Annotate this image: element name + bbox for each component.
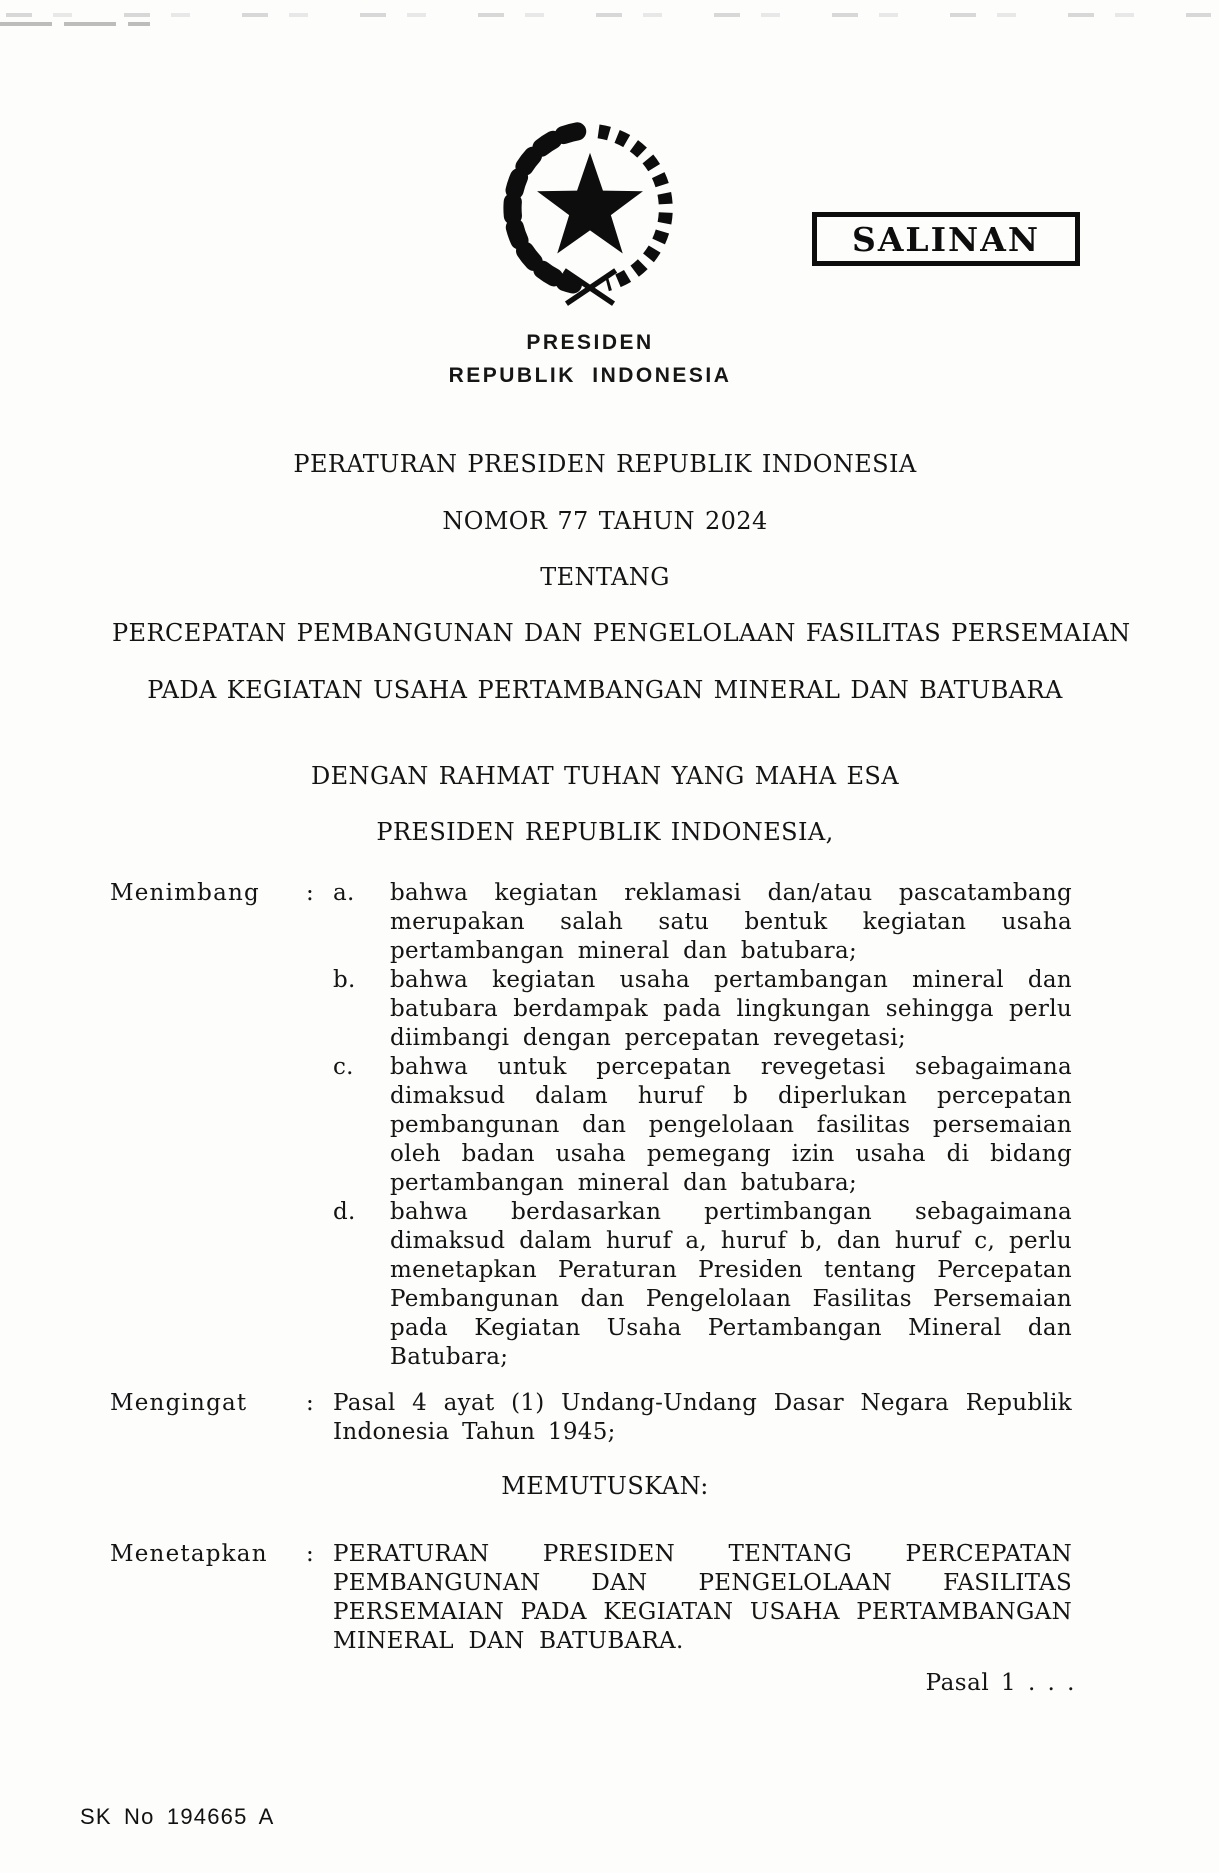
salinan-stamp: [812, 212, 1080, 266]
title-line-4: PERCEPATAN PEMBANGUNAN DAN PENGELOLAAN FASILITAS PERSEMAIAN: [112, 619, 1131, 647]
salinan-stamp-label: SALINAN: [851, 219, 1040, 259]
stipulating-text: PERATURAN PRESIDEN TENTANG PERCEPATAN PEMBANGUNAN DAN PENGELOLAAN FASILITAS PERSEMAIAN PADA KEGIATAN USAHA PERTAMBANGAN MINERAL DAN BATUBARA.: [333, 1541, 1072, 1654]
item-letter: c.: [333, 1054, 354, 1080]
considering-item-b: [333, 966, 1072, 1053]
scan-artifact-line: [6, 13, 1211, 17]
item-text: bahwa kegiatan reklamasi dan/atau pascatambang merupakan salah satu bentuk kegiatan usaha pertambangan mineral dan batubara;: [390, 880, 1072, 964]
letterhead-presiden: PRESIDEN: [526, 331, 654, 354]
item-text: bahwa kegiatan usaha pertambangan mineral dan batubara berdampak pada lingkungan sehingga perlu diimbangi dengan percepatan revegetasi;: [390, 967, 1072, 1051]
item-text: bahwa berdasarkan pertimbangan sebagaimana dimaksud dalam huruf a, huruf b, dan huruf c, perlu menetapkan Peraturan Presiden tentang Percepatan Pembangunan dan Pengelolaan Fasilitas Persemaian pada Kegiatan Usaha Pertambangan Mineral dan Batubara;: [390, 1199, 1072, 1370]
decision-heading: MEMUTUSKAN:: [501, 1472, 709, 1500]
letterhead: [390, 331, 790, 388]
sk-number: SK No 194665 A: [80, 1804, 275, 1829]
letterhead-republik-indonesia: REPUBLIK INDONESIA: [448, 364, 732, 387]
considering-label: Menimbang: [110, 880, 260, 906]
title-line-1: PERATURAN PRESIDEN REPUBLIK INDONESIA: [293, 450, 917, 478]
catchword-pasal-1: Pasal 1 . . .: [925, 1670, 1075, 1696]
stipulating-clause: [110, 1540, 1072, 1656]
stipulating-label: Menetapkan: [110, 1541, 268, 1567]
considering-items: [333, 879, 1072, 1372]
presidential-seal-icon: [478, 110, 702, 324]
item-text: bahwa untuk percepatan revegetasi sebagaimana dimaksud dalam huruf b diperlukan percepatan pembangunan dan pengelolaan fasilitas persemaian oleh badan usaha pemegang izin usaha di bidang pertambangan mineral dan batubara;: [390, 1054, 1072, 1196]
considering-item-c: [333, 1053, 1072, 1198]
title-invocation: DENGAN RAHMAT TUHAN YANG MAHA ESA: [311, 762, 899, 790]
item-letter: d.: [333, 1199, 356, 1225]
scan-artifact-line-2: [0, 22, 150, 26]
considering-clause: [110, 879, 1072, 1372]
remembering-text: Pasal 4 ayat (1) Undang-Undang Dasar Negara Republik Indonesia Tahun 1945;: [333, 1390, 1072, 1445]
title-authority: PRESIDEN REPUBLIK INDONESIA,: [376, 818, 834, 846]
considering-colon: :: [306, 880, 315, 906]
considering-item-a: [333, 879, 1072, 966]
title-line-2: NOMOR 77 TAHUN 2024: [442, 507, 768, 535]
item-letter: b.: [333, 967, 356, 993]
remembering-colon: :: [306, 1390, 315, 1416]
title-line-5: PADA KEGIATAN USAHA PERTAMBANGAN MINERAL DAN BATUBARA: [147, 676, 1063, 704]
considering-item-d: [333, 1198, 1072, 1372]
item-letter: a.: [333, 880, 355, 906]
remembering-label: Mengingat: [110, 1390, 248, 1416]
remembering-clause: [110, 1389, 1072, 1447]
stipulating-colon: :: [306, 1541, 315, 1567]
title-line-3: TENTANG: [540, 563, 670, 591]
